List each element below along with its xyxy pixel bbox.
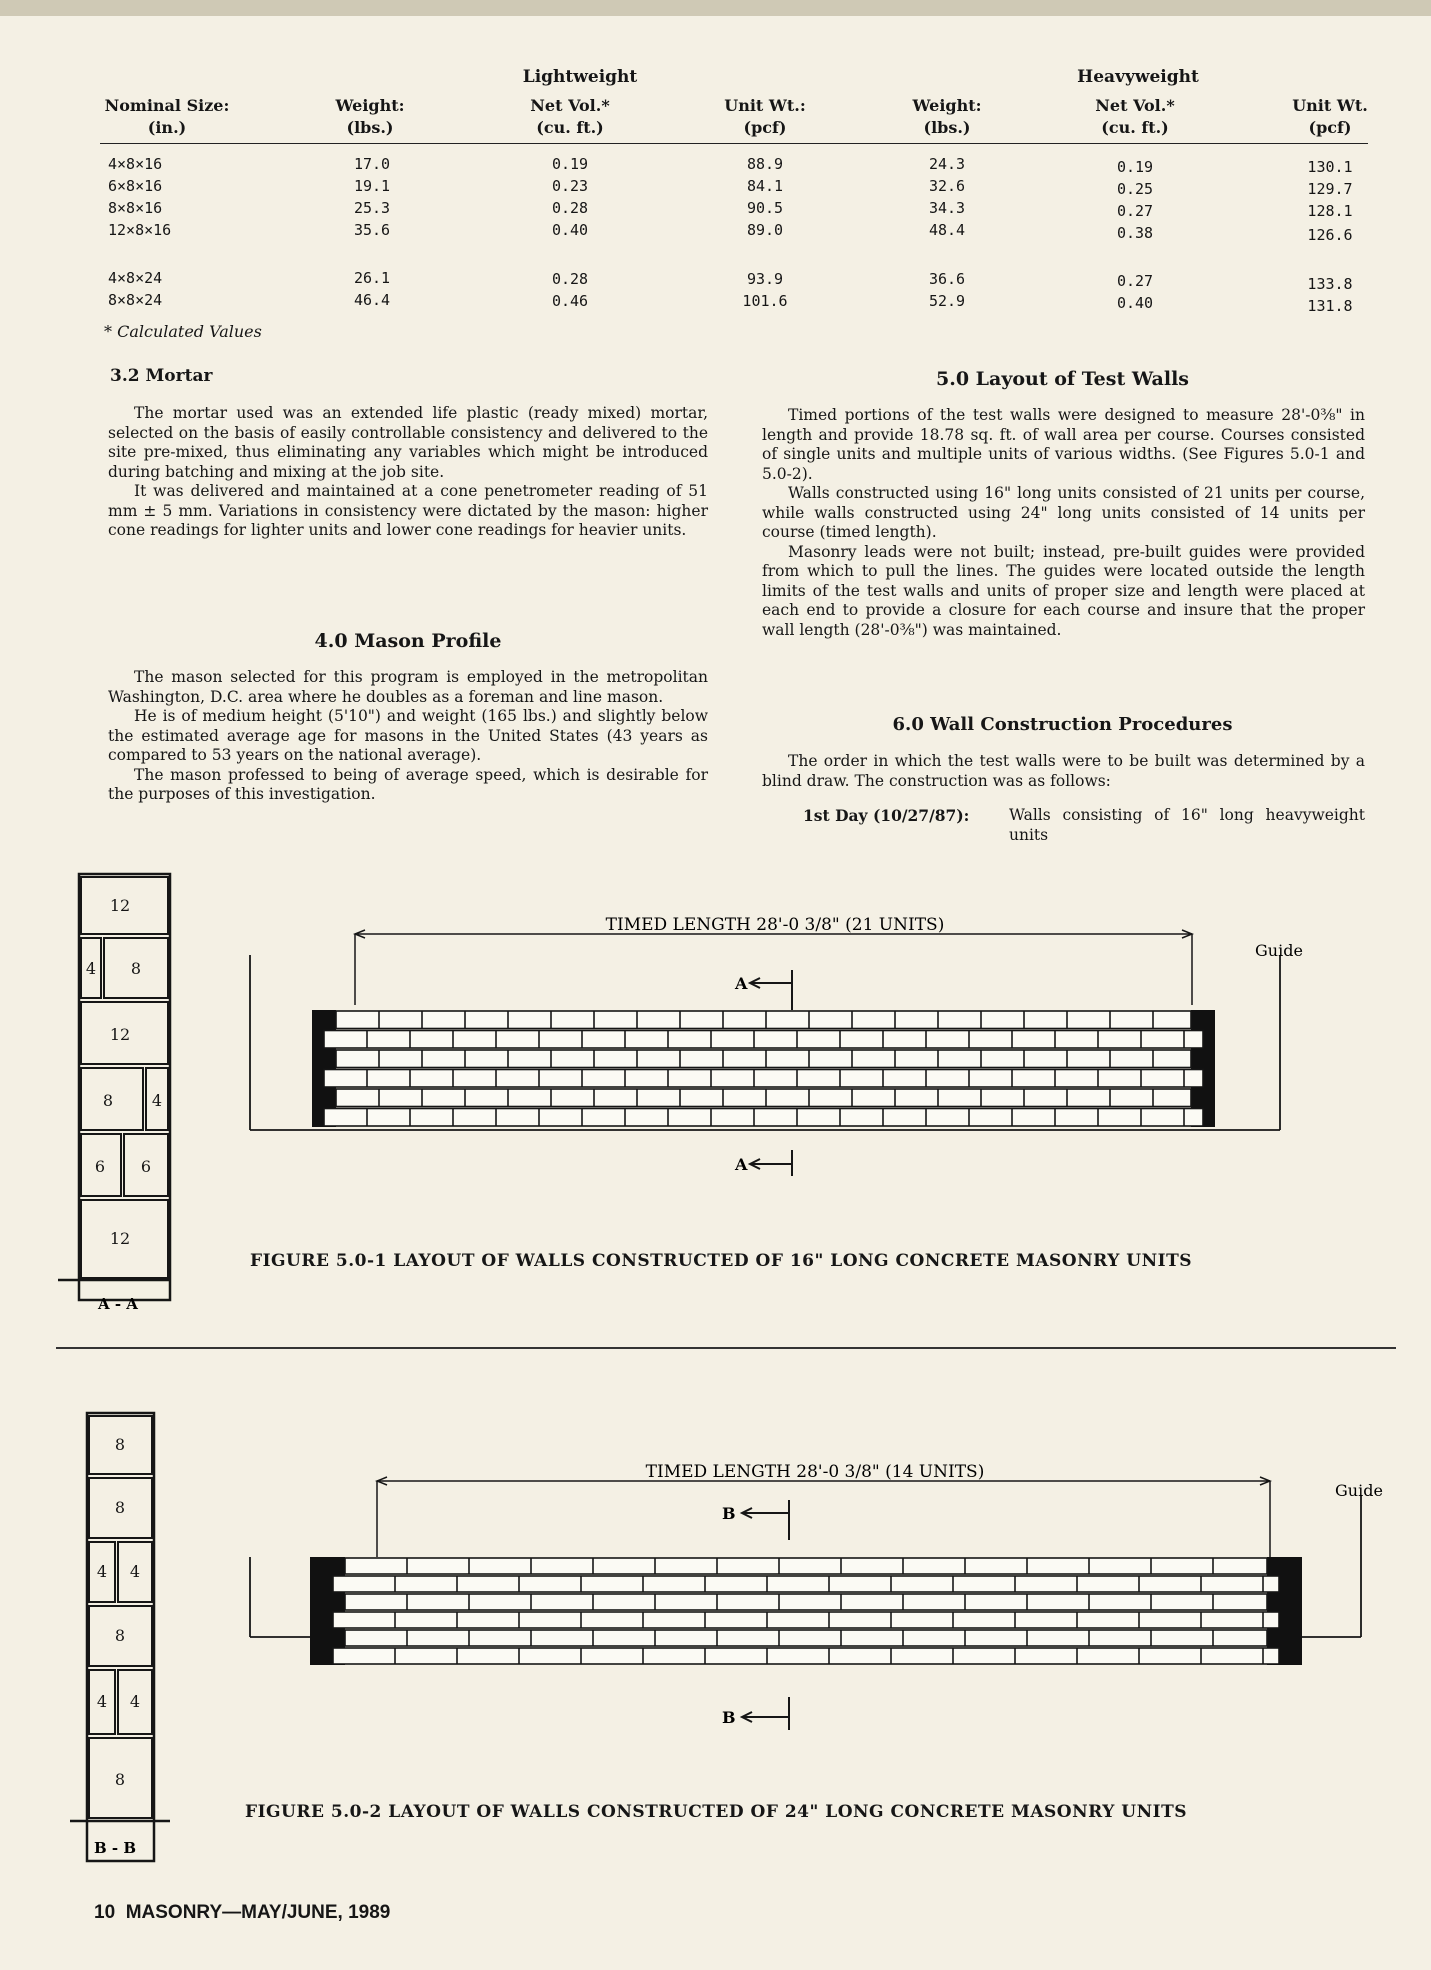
header-lw-weight: Weight: (lbs.) (335, 96, 405, 137)
page-number: 10 (94, 1902, 116, 1923)
section-unit-label: 8 (114, 1498, 126, 1517)
layout-text (762, 406, 1365, 640)
figure-5-0-1 (0, 860, 1431, 1320)
mason-profile-text (108, 668, 708, 805)
section-unit-label: 4 (96, 1562, 108, 1581)
header-hw-weight: Weight: (lbs.) (912, 96, 982, 137)
brick-course (333, 1612, 1279, 1628)
wall-16in-units (312, 1010, 1215, 1127)
figure-5-0-2-caption: FIGURE 5.0-2 LAYOUT OF WALLS CONSTRUCTED OF 24" LONG CONCRETE MASONRY UNITS (245, 1802, 1188, 1822)
cut-label-top: A (735, 974, 748, 993)
mortar-heading: 3.2 Mortar (110, 366, 213, 386)
section-label: A - A (98, 1295, 138, 1313)
section-unit-label: 6 (140, 1157, 152, 1176)
paragraph: The mortar used was an extended life plastic (ready mixed) mortar, selected on the basis of easily controllable consistency and delivered to the site pre-mixed, thus eliminating any variables which might be introduced during batching and mixing at the job site. (108, 404, 708, 481)
figure-5-0-1-caption: FIGURE 5.0-1 LAYOUT OF WALLS CONSTRUCTED OF 16" LONG CONCRETE MASONRY UNITS (250, 1251, 1193, 1271)
paragraph: The mason selected for this program is employed in the metropolitan Washington, D.C. area where he doubles as a foreman and line mason. (108, 668, 708, 706)
group-lightweight: Lightweight (522, 67, 638, 87)
wall-24in-units (310, 1557, 1302, 1665)
mason-profile-heading: 4.0 Mason Profile (314, 630, 502, 652)
group-heavyweight: Heavyweight (1077, 67, 1199, 87)
section-unit-label: 4 (129, 1562, 141, 1581)
paragraph: The order in which the test walls were to be built was determined by a blind draw. The construction was as follows: (762, 752, 1365, 790)
figure-5-0-2 (0, 1405, 1431, 1865)
section-label: B - B (94, 1839, 137, 1857)
timed-length-label: TIMED LENGTH 28'-0 3/8" (14 UNITS) (645, 1462, 985, 1482)
paragraph: It was delivered and maintained at a cone penetrometer reading of 51 mm ± 5 mm. Variations in consistency were dictated by the mason: higher cone readings for lighter units and lower cone readings for heavier units. (108, 482, 708, 539)
paragraph: Masonry leads were not built; instead, pre-built guides were provided from which to pull the lines. The guides were located outside the length limits of the test walls and units of proper size and length were placed at each end to provide a closure for each course and insure that the proper wall length (28'-0⅜") was maintained. (762, 542, 1365, 639)
section-unit-label: 12 (109, 896, 131, 915)
brick-course (324, 1070, 1203, 1088)
section-unit-label: 4 (96, 1692, 108, 1711)
section-unit-label: 4 (129, 1692, 141, 1711)
day1-label: 1st Day (10/27/87): (803, 806, 970, 825)
header-lw-netvol: Net Vol.* (cu. ft.) (530, 96, 610, 137)
mortar-text (108, 404, 708, 541)
figure-5-0-2-drawing (0, 1405, 1431, 1865)
section-unit-label: 8 (114, 1435, 126, 1454)
brick-course (324, 1031, 1203, 1049)
section-unit-label: 4 (151, 1091, 163, 1110)
guide-label: Guide (1335, 1481, 1383, 1500)
brick-course (345, 1558, 1267, 1574)
section-unit-label: 6 (94, 1157, 106, 1176)
timed-length-label: TIMED LENGTH 28'-0 3/8" (21 UNITS) (605, 915, 945, 935)
section-unit-label: 4 (85, 959, 97, 978)
brick-course (333, 1576, 1279, 1592)
header-hw-netvol: Net Vol.* (cu. ft.) (1095, 96, 1175, 137)
day1-text: Walls consisting of 16" long heavyweight units (1009, 806, 1365, 844)
procedures-text (762, 752, 1365, 791)
paragraph: The mason professed to being of average speed, which is desirable for the purposes of this investigation. (108, 765, 708, 803)
cut-label-top: B (722, 1504, 736, 1523)
brick-course (324, 1109, 1203, 1127)
guide-label: Guide (1255, 941, 1303, 960)
section-unit-label: 12 (109, 1025, 131, 1044)
header-nominal-size: Nominal Size: (in.) (104, 96, 230, 137)
brick-course (345, 1630, 1267, 1646)
table-footnote: * Calculated Values (104, 322, 262, 341)
table-header-rule (100, 143, 1368, 144)
page-footer (94, 1902, 390, 1924)
section-unit-label: 8 (114, 1770, 126, 1789)
layout-heading: 5.0 Layout of Test Walls (936, 368, 1189, 390)
section-unit-label: 12 (109, 1229, 131, 1248)
paragraph: Timed portions of the test walls were designed to measure 28'-0⅜" in length and provide 18.78 sq. ft. of wall area per course. Courses consisted of single units and multiple units of various widths. (See Figures 5.0-1 and 5.0-2). (762, 406, 1365, 483)
header-hw-unitwt: Unit Wt. (pcf) (1292, 96, 1368, 137)
section-unit-label: 8 (114, 1626, 126, 1645)
figure-divider (56, 1347, 1396, 1349)
procedures-heading: 6.0 Wall Construction Procedures (892, 714, 1233, 735)
paragraph: Walls constructed using 16" long units consisted of 21 units per course, while walls constructed using 24" long units consisted of 14 units per course (timed length). (762, 484, 1365, 541)
publication-line: MASONRY—MAY/JUNE, 1989 (125, 1902, 391, 1923)
section-unit-label: 8 (102, 1091, 114, 1110)
page: Lightweight Heavyweight Nominal Size: (in.) Weight: (lbs.) Net Vol.* (cu. ft.) Unit Wt.: (pcf) Weight: (lbs.) Net Vol.* (cu. ft.) Unit Wt. (pcf) 4×8×16 17.0 0.19 88.9 24.3 0.19 130.1 6×8×16 19.1 0.23 84.1 32.6 0.25 129.7 8×8×16 25.3 0.28 90.5 34.3 0.27 128.1 12×8×16 35.6 0.40 89.0 48.4 0.38 126.6 4×8×24 26.1 0.28 93.9 36.6 0.27 133.8 8×8×24 46.4 0.46 101.6 52.9 0.40 131.8 * Calculated Values 3.2 Mortar The mortar used was an extended life plastic (ready mixed) mortar, selected on the basis of easily controllable consistency and delivered to the site pre-mixed, thus eliminating any variables which might be introduced during batching and mixing at the job site. It was delivered and maintained at a cone penetrometer reading of 51 mm ± 5 mm. Variations in consistency were dictated by the mason: higher cone readings for lighter units and lower cone readings for heavier units. 4.0 Mason Profile The mason selected for this program is employed in the metropolitan Washington, D.C. area where he doubles as a foreman and line mason. He is of medium height (5'10") and weight (165 lbs.) and slightly below the estimated average age for masons in the United States (43 years as compared to 53 years on the national average). The mason professed to being of average speed, which is desirable for the purposes of this investigation. 5.0 Layout of Test Walls Timed portions of the test walls were designed to measure 28'-0⅜" in length and provide 18.78 sq. ft. of wall area per course. Courses consisted of single units and multiple units of various widths. (See Figures 5.0-1 and 5.0-2). Walls constructed using 16" long units consisted of 21 units per course, while walls constructed using 24" long units consisted of 14 units per course (timed length). Masonry leads were not built; instead, pre-built guides were provided from which to pull the lines. The guides were located outside the length limits of the test walls and units of proper size and length were placed at each end to provide a closure for each course and insure that the proper wall length (28'-0⅜") was maintained. 6.0 Wall Construction Procedures The order in which the test walls were to be built was determined by a blind draw. The construction was as follows: 1st Day (10/27/87): Walls consisting of 16" long heavyweight units 12 4 8 12 8 4 6 6 12 A - A TIMED LENGTH 28'-0 3/8" (21 UNITS) Guide A A FIGURE 5.0-1 LAYOUT OF WALLS CONSTRUCTED OF 16" LONG CONCRETE MASONRY UNITS 8 8 4 4 8 4 4 8 B - B TIMED LENGTH 28'-0 3/8" (14 UNITS) Guide B B FIGURE 5.0-2 LAYOUT OF WALLS CONSTRUCTED OF 24" LONG CONCRETE MASONRY UNITS 10 MASONRY—MAY/JUNE, 1989 (0, 0, 1431, 1970)
paragraph: He is of medium height (5'10") and weight (165 lbs.) and slightly below the estimated average age for masons in the United States (43 years as compared to 53 years on the national average). (108, 707, 708, 764)
brick-course (333, 1648, 1279, 1664)
cut-label-bottom: B (722, 1708, 736, 1727)
cut-label-bottom: A (735, 1155, 748, 1174)
header-lw-unitwt: Unit Wt.: (pcf) (724, 96, 806, 137)
scan-edge (0, 0, 1431, 16)
section-unit-label: 8 (130, 959, 142, 978)
brick-course (345, 1594, 1267, 1610)
